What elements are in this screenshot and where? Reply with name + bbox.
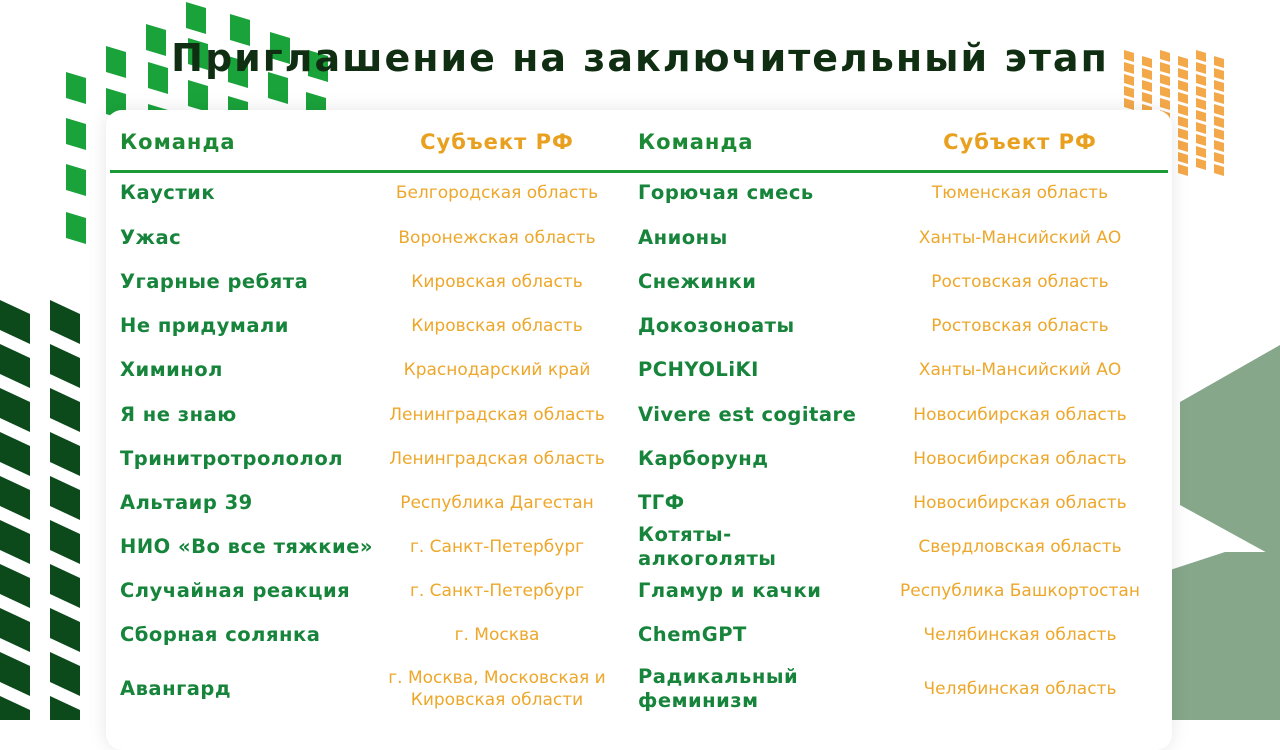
decor-shape <box>1124 98 1134 110</box>
team-name: Ужас <box>120 226 182 249</box>
decor-shape <box>1142 92 1152 104</box>
team-name: Котяты-алкоголяты <box>638 523 777 570</box>
decor-shape <box>1196 98 1206 110</box>
dark-green-parallelograms <box>0 300 80 720</box>
team-region: Кировская область <box>411 316 583 336</box>
team-region: Ростовская область <box>931 316 1109 336</box>
header-team-left: Команда <box>120 130 236 154</box>
team-region: Новосибирская область <box>913 449 1127 469</box>
team-region: Новосибирская область <box>913 405 1127 425</box>
header-region-left: Субъект РФ <box>420 130 574 154</box>
decor-shape <box>0 652 30 696</box>
decor-shape <box>1214 80 1224 92</box>
team-name: Снежинки <box>638 270 757 293</box>
team-region: г. Москва, Московская и Кировская области <box>388 668 606 710</box>
decor-shape <box>50 696 80 720</box>
team-name: Сборная солянка <box>120 623 321 646</box>
decor-shape <box>1178 140 1188 152</box>
decor-shape <box>1196 110 1206 122</box>
team-name: Угарные ребята <box>120 270 309 293</box>
decor-shape <box>0 520 30 564</box>
decor-shape <box>1214 104 1224 116</box>
decor-shape <box>1214 116 1224 128</box>
decor-shape <box>50 432 80 476</box>
header-team-right: Команда <box>638 130 754 154</box>
team-region: г. Москва <box>454 625 540 645</box>
team-region: Свердловская область <box>918 537 1122 557</box>
decor-shape <box>0 608 30 652</box>
sage-hexagon-top <box>1180 345 1280 560</box>
team-name: ТГФ <box>638 491 685 514</box>
decor-shape <box>1178 164 1188 176</box>
team-name: Я не знаю <box>120 403 237 426</box>
decor-shape <box>1214 140 1224 152</box>
decor-shape <box>50 300 80 344</box>
decor-shape <box>1214 152 1224 164</box>
decor-shape <box>50 344 80 388</box>
decor-shape <box>50 476 80 520</box>
team-region: Воронежская область <box>398 228 596 248</box>
decor-shape <box>66 164 86 196</box>
team-region: Ханты-Мансийский АО <box>918 228 1122 248</box>
decor-shape <box>0 388 30 432</box>
decor-shape <box>50 388 80 432</box>
team-region: Челябинская область <box>923 625 1117 645</box>
decor-shape <box>1178 152 1188 164</box>
decor-shape <box>1214 92 1224 104</box>
team-name: Каустик <box>120 181 216 204</box>
team-name: Горючая смесь <box>638 181 814 204</box>
decor-shape <box>0 300 30 344</box>
decor-shape <box>1124 86 1134 98</box>
team-name: Карборунд <box>638 447 769 470</box>
decor-shape <box>1160 98 1170 110</box>
decor-shape <box>1160 86 1170 98</box>
team-name: Тринитротрололол <box>120 447 344 470</box>
decor-shape <box>188 80 208 112</box>
decor-shape <box>66 118 86 150</box>
decor-shape <box>1196 134 1206 146</box>
decor-shape <box>1196 146 1206 158</box>
team-region: Республика Дагестан <box>400 493 594 513</box>
team-region: Ростовская область <box>931 272 1109 292</box>
team-name: Гламур и качки <box>638 579 822 602</box>
decor-shape <box>1178 80 1188 92</box>
decor-shape <box>0 432 30 476</box>
team-region: г. Санкт-Петербург <box>409 581 585 601</box>
team-region: Тюменская область <box>931 183 1109 203</box>
team-region: Республика Башкортостан <box>900 581 1140 601</box>
team-name: PCHYOLiKI <box>638 358 759 381</box>
team-name: Анионы <box>638 226 728 249</box>
decor-shape <box>50 564 80 608</box>
decor-shape <box>1214 164 1224 176</box>
team-name: Химинол <box>120 358 223 381</box>
sage-hexagon-bottom <box>1170 552 1280 720</box>
decor-shape <box>50 652 80 696</box>
decor-shape <box>0 476 30 520</box>
team-region: Новосибирская область <box>913 493 1127 513</box>
team-name: Случайная реакция <box>120 579 351 602</box>
team-name: Радикальный феминизм <box>638 665 799 712</box>
decor-shape <box>1178 92 1188 104</box>
page-title: Приглашение на заключительный этап <box>171 36 1109 80</box>
decor-shape <box>0 344 30 388</box>
team-name: Vivere est cogitare <box>638 403 857 426</box>
team-region: Ленинградская область <box>389 449 605 469</box>
team-name: НИО «Во все тяжкие» <box>120 535 374 558</box>
team-region: Ленинградская область <box>389 405 605 425</box>
team-region: Краснодарский край <box>403 360 591 380</box>
decor-shape <box>0 696 30 720</box>
decor-shape <box>1196 86 1206 98</box>
team-region: Челябинская область <box>923 679 1117 699</box>
team-region: г. Санкт-Петербург <box>409 537 585 557</box>
team-name: Докозоноаты <box>638 314 795 337</box>
team-name: Альтаир 39 <box>120 491 253 514</box>
decor-shape <box>1214 128 1224 140</box>
decor-shape <box>1196 158 1206 170</box>
decor-shape <box>1178 116 1188 128</box>
team-name: ChemGPT <box>638 623 747 646</box>
team-region: Кировская область <box>411 272 583 292</box>
decor-shape <box>50 520 80 564</box>
decor-shape <box>1178 128 1188 140</box>
decor-shape <box>1196 122 1206 134</box>
decor-shape <box>1142 80 1152 92</box>
decor-shape <box>186 2 206 34</box>
team-region: Белгородская область <box>395 183 599 203</box>
header-region-right: Субъект РФ <box>943 130 1097 154</box>
team-name: Авангард <box>120 677 232 700</box>
team-region: Ханты-Мансийский АО <box>918 360 1122 380</box>
decor-shape <box>1178 104 1188 116</box>
decor-shape <box>66 212 86 244</box>
team-name: Не придумали <box>120 314 289 337</box>
decor-shape <box>0 564 30 608</box>
decor-shape <box>50 608 80 652</box>
